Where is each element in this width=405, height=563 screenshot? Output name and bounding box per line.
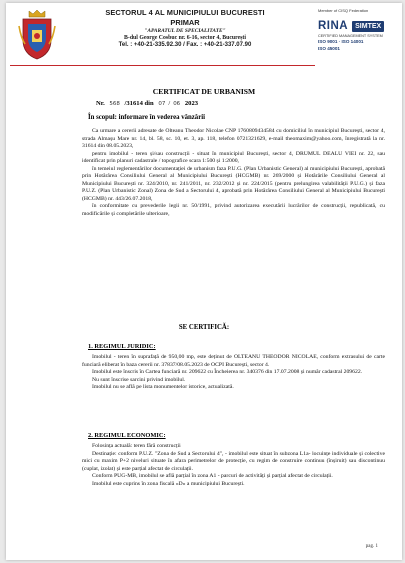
day-handwritten: 07	[158, 101, 166, 107]
iso-standard-2: ISO 45001	[318, 46, 340, 52]
coat-of-arms-icon	[17, 8, 57, 61]
simtex-logo-text: SIMTEX	[352, 21, 384, 32]
preamble-paragraph: Ca urmare a cererii adresate de Olteanu Theodor Nicolae CNP 1760809434584 cu domiciliul în municipiul București, sector 4, strada Almașu Mare nr. 14, bl. 58, sc. 10, et. 3, ap. 118, telefon 0721321629, e-mail theomaxim@yahoo.com, înregistrată la nr. 31614 din 08.05.2023,	[82, 128, 385, 149]
certification-badge	[318, 8, 400, 78]
primar-label: PRIMAR	[170, 18, 200, 27]
cisq-member-text: Member of CISQ Federation	[318, 8, 369, 13]
section-1-body	[82, 354, 385, 392]
rina-logo-text: RINA	[318, 20, 349, 32]
nr-handwritten: 568	[109, 101, 120, 107]
management-system-text: CERTIFIED MANAGEMENT SYSTEM	[318, 34, 383, 38]
section-2-paragraph: Folosința actuală: teren fără construcții	[92, 443, 181, 449]
section-1-paragraph: Imobilul - teren în suprafață de 950,00 mp, este deținut de OLTEANU THEODOR NICOLAE, conform extrasului de carte funciară eliberat în baza cererii nr. 37837/08.05.2023 de OCPI București, sector 4.	[82, 354, 385, 368]
sector-name: SECTORUL 4 AL MUNICIPIULUI BUCURESTI	[105, 8, 265, 17]
rina-simtex-logo	[318, 20, 400, 32]
letterhead-contact: Tel. : +40-21-335.92.30 / Fax. : +40-21-337.07.90	[118, 42, 252, 48]
year: 2023	[184, 100, 199, 107]
page-number: pag. 1	[365, 544, 378, 549]
nr-label: Nr.	[96, 100, 105, 107]
month-handwritten: 06	[173, 101, 181, 107]
section-1-heading: 1. REGIMUL JURIDIC:	[88, 343, 156, 350]
letterhead-motto: "APARATUL DE SPECIALITATE"	[144, 28, 226, 34]
section-2-paragraph: Destinație: conform P.U.Z. "Zona de Sud a Sectorului 4", - imobilul este situat în subzona L1a- locuințe individuale și colective mici cu maxim P+2 niveluri situate în afara perimetrelor de protecție, cu regim de construire continuu (înșiruit) sau discontinuu (cuplat, izolat) și este parțial afectat de circulații.	[82, 450, 385, 472]
header-divider	[10, 65, 315, 66]
nr-registration: /31614 din	[124, 100, 154, 107]
iso-standard-1: ISO 9001 · ISO 14001	[318, 39, 364, 44]
section-1-paragraph: Imobilul este înscris în Cartea funciară nr. 209622 cu Încheierea nr. 340376 din 17.07.2008 și număr cadastral 209622.	[92, 369, 363, 375]
section-2-body	[82, 443, 385, 488]
section-2-paragraph: Conform PUG-MB, imobilul se află parțial în zona A1 - parcuri de activități și parțial afectat de circulații.	[92, 473, 333, 479]
certificate-number-line: Nr. 568 /31614 din 07 / 06 2023	[96, 100, 199, 107]
preamble-paragraph: pentru imobilul - teren și/sau construcții - situat în municipiul București, sector 4, DRUMUL DEALU VIEI nr. 22, sau identificat prin planuri cadastrale / topografice scara 1:500 și 1:2000,	[82, 150, 385, 164]
section-1-paragraph: Nu sunt înscrise sarcini privind imobilul.	[92, 376, 186, 383]
letterhead-address: B-dul George Cosbuc nr. 6-16, sector 4, București	[124, 35, 246, 41]
preamble-paragraph: în conformitate cu prevederile legii nr. 50/1991, privind autorizarea executării lucrărilor de construcții, republicată, cu modificările și completările ulterioare,	[82, 203, 385, 217]
preamble-paragraph: în temeiul reglementărilor documentației de urbanism faza P.U.G. (Plan Urbanistic General) al municipiului București, aprobată prin Hotărârea Consiliului General al Municipiului București (HCGMB) nr. 269/2000 și Hotărârile Consiliului General al Municipiului București nr. 324/2010, nr. 241/2011, nr. 232/2012 și nr. 224/2015 (pentru prelungirea valabilității P.U.G.) și faza P.U.Z. (Plan Urbanistic Zonal) Zona de Sud a Sectorului 4, aprobată prin Hotărârea Consiliului General al Municipiului București (HCGMB) nr. 443/26.07.2018,	[82, 165, 385, 202]
document-scope: În scopul: informare în vederea vânzării	[88, 114, 205, 121]
letterhead	[60, 8, 310, 48]
section-1-paragraph: Imobilul nu se află pe lista monumentelor istorice, actualizată.	[92, 384, 234, 390]
section-2-heading: 2. REGIMUL ECONOMIC:	[88, 432, 166, 439]
section-2-paragraph: Imobilul este cuprins în zona fiscală «D» a municipiului București.	[92, 480, 245, 487]
document-page	[6, 3, 402, 560]
preamble	[82, 128, 385, 218]
document-title: CERTIFICAT DE URBANISM	[152, 87, 256, 96]
se-certifica-heading: SE CERTIFICĂ:	[178, 324, 230, 331]
